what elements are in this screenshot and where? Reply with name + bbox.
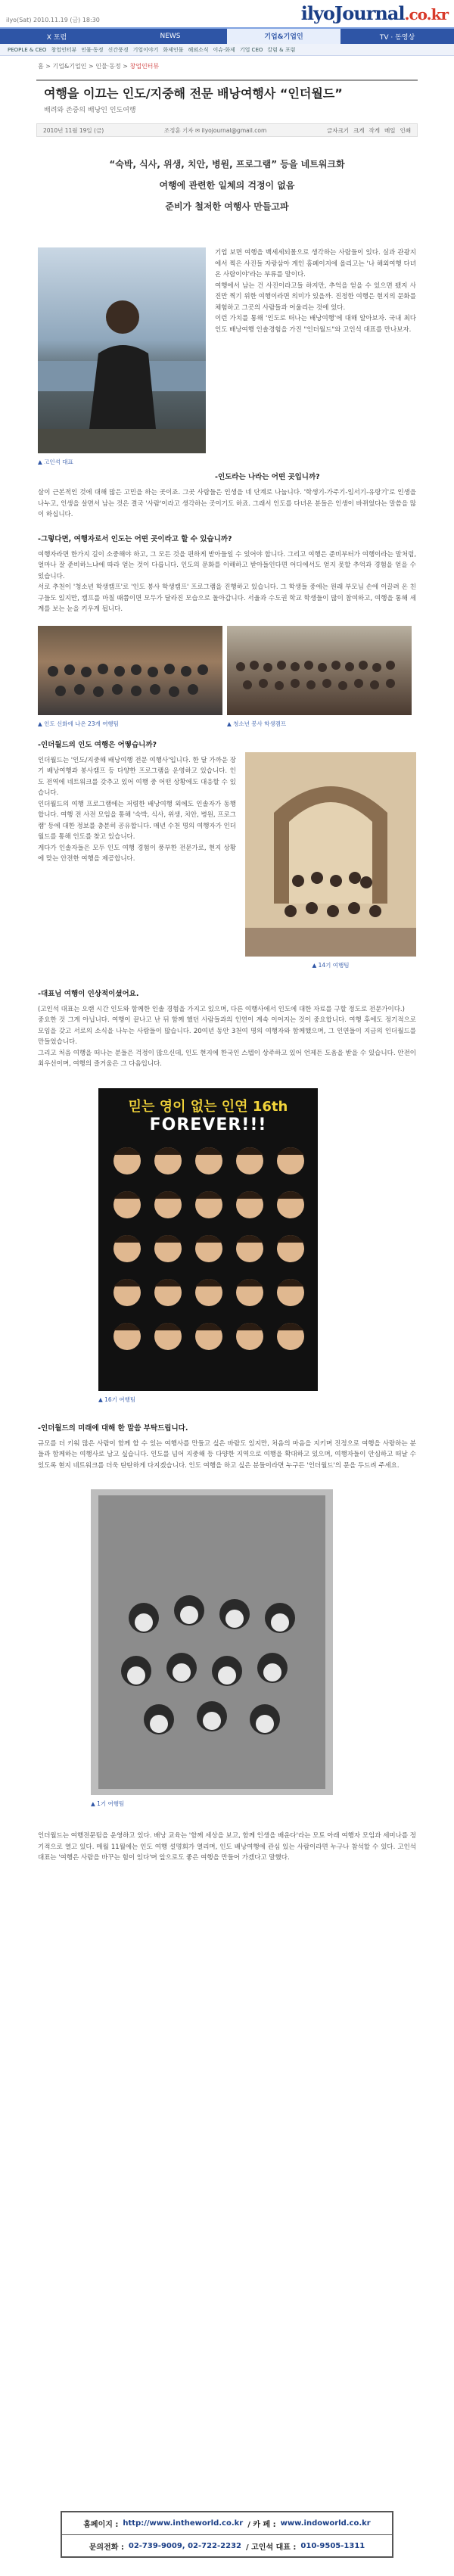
article-date: 2010년 11월 19일 (금) bbox=[43, 126, 104, 134]
article-lead bbox=[38, 154, 416, 217]
photo5-caption: ▲ 16기 여행팀 bbox=[98, 1395, 136, 1403]
subnav-item[interactable]: PEOPLE & CEO bbox=[8, 46, 47, 53]
contact-box bbox=[61, 2511, 393, 2558]
contact-web-row bbox=[62, 2512, 392, 2534]
photo4-block bbox=[245, 752, 416, 969]
sub-headline: 배려와 존중의 배낭인 인도여행 bbox=[44, 107, 136, 114]
question-3: -인더월드의 인도 여행은 어떻습니까? bbox=[38, 740, 157, 749]
logo-suffix: .co.kr bbox=[404, 5, 448, 23]
mobile-label: / 고인석 대표 : bbox=[246, 2543, 297, 2552]
question-1: -인도라는 나라는 어떤 곳입니까? bbox=[215, 473, 320, 481]
crowd-figures-icon bbox=[227, 626, 412, 715]
closing-paragraph: 인더월드는 여행전문팀을 운영하고 있다. 배낭 교육는 '함께 세상을 보고, 함께 인생을 배운다'라는 모토 아래 여행자 모임과 세미나를 정기적으로 열고 있다. 매월 11월에는 인도 여행 설명회가 열리며, 인도 배낭여행에 관심 있는 사람이라면 누구나 참석할 수 있다. 고인석 대표는 '여행은 사람을 바꾸는 힘이 있다'며 앞으로도 좋은 여행을 만들어 가겠다고 말했다. bbox=[38, 1832, 416, 1862]
phone-label: 문의전화 : bbox=[89, 2543, 124, 2552]
photo1-block bbox=[38, 247, 206, 466]
logo-main: ilyoJournal bbox=[300, 2, 405, 24]
breadcrumb-category[interactable]: 인물·동정 bbox=[95, 63, 121, 70]
email-button[interactable]: 메일 bbox=[384, 126, 396, 134]
intro-section bbox=[38, 247, 416, 466]
site-logo[interactable] bbox=[301, 2, 448, 24]
page-title: 여행을 이끄는 인도/지중해 전문 배낭여행사 “인더월드” bbox=[44, 86, 343, 101]
answer-2: 여행자라면 한가지 길이 소중해야 하고, 그 모든 것을 편하게 받아들일 수 있어야 합니다. 그리고 여행은 준비부터가 여행이라는 말처럼, 얼마나 잘 준비하느냐에 따라 얻는 것이 다릅니다. 인도의 문화를 이해하고 받아들인다면 어디에서도 얻지 못할 추억과 경험을 얻을 수 있습니다. 서로 추천이 '청소년 학생캠프'로 '인도 봉사 학생캠프' 프로그램을 진행하고 있습니다. 그 학생들 중에는 원래 부모님 손에 이끌려 온 친구들도 있지만, 캠프를 마칠 때쯤이면 모두가 달라진 모습으로 돌아갑니다. 서울과 수도권 학교 학생들이 많이 참여하고, 여행을 통해 세계를 보는 눈을 키우게 됩니다. bbox=[38, 550, 416, 613]
poster-title: 믿는 영이 없는 인연 16th bbox=[128, 1098, 288, 1115]
breadcrumb: 홈 > 기업&기업인 > 인물·동정 > 창업인터뷰 bbox=[38, 63, 160, 70]
poster-header bbox=[98, 1088, 318, 1134]
subnav-item[interactable]: 기업이야기 bbox=[132, 46, 159, 53]
photo2-block bbox=[38, 626, 222, 728]
subnav-item[interactable]: 인물·동정 bbox=[81, 46, 104, 53]
photo2-caption: ▲ 인도 신화에 나온 23개 여행팀 bbox=[38, 720, 119, 727]
team-1-photo bbox=[91, 1489, 333, 1795]
font-larger-button[interactable]: 크게 bbox=[353, 126, 365, 134]
print-button[interactable]: 인쇄 bbox=[400, 126, 411, 134]
nav-item-tv[interactable]: TV · 동영상 bbox=[379, 33, 415, 42]
cafe-link[interactable]: www.indoworld.co.kr bbox=[280, 2519, 371, 2528]
article-author: 조정훈 기자 ✉ ilyojournal@gmail.com bbox=[163, 126, 267, 134]
question-5: -인더월드의 미래에 대해 한 말씀 부탁드립니다. bbox=[38, 1423, 188, 1433]
section-3 bbox=[38, 739, 416, 969]
photo1-caption: ▲ 고인석 대표 bbox=[38, 459, 73, 465]
answer-5: 규모를 더 키워 많은 사람이 함께 할 수 있는 여행사를 만들고 싶은 바람도 있지만, 처음의 마음을 지키며 진정으로 여행을 사랑하는 분들과 함께하는 여행사로 남고 싶습니다. 인도를 넘어 지중해 등 다양한 지역으로 여행을 확대하고 있으며, 여행자들이 안심하고 떠날 수 있도록 현지 네트워크를 더욱 탄탄하게 다지겠습니다. 인도 여행을 하고 싶은 분들이라면 누구든 '인더월드'의 문을 두드려 주세요. bbox=[38, 1439, 416, 1470]
photo6-block bbox=[91, 1489, 333, 1808]
group-photo-2 bbox=[227, 626, 412, 715]
ceo-figure-icon bbox=[38, 247, 206, 453]
question-4: -대표님 여행이 인상적이셨어요. bbox=[38, 989, 139, 998]
top-bar bbox=[0, 0, 454, 27]
homepage-label: 홈페이지 : bbox=[83, 2521, 119, 2529]
nav-item-forum[interactable]: X 포럼 bbox=[46, 33, 67, 42]
subnav-item[interactable]: 창업인터뷰 bbox=[51, 46, 77, 53]
nav-item-business[interactable]: 기업&기업인 bbox=[227, 29, 340, 44]
question-2: -그렇다면, 여행자로서 인도는 어떤 곳이라고 할 수 있습니까? bbox=[38, 534, 232, 543]
poster-subtitle: FOREVER!!! bbox=[149, 1115, 267, 1134]
subnav-item[interactable]: 해외소식 bbox=[188, 46, 209, 53]
photo6-caption: ▲ 1기 여행팀 bbox=[91, 1800, 125, 1807]
team-14-photo bbox=[245, 752, 416, 957]
answer-1: 살이 근본적인 것에 대해 많은 고민을 하는 곳이죠. 그곳 사람들은 인생을 네 단계로 나눕니다. '학생기-가주기-임서기-유랑기'로 인생을 나누고, 인생을 살면서 남는 것은 결국 '사람'이라고 생각하는 곳이기도 하죠. 그래서 인도를 다녀온 분들은 인생이 바뀌었다는 말씀을 많이 하십니다. bbox=[38, 489, 416, 518]
article-body bbox=[38, 154, 416, 1864]
subnav-item[interactable]: 신간풍경 bbox=[107, 46, 129, 53]
font-size-label: 글자크기 bbox=[327, 126, 349, 134]
bw-group-figures-icon bbox=[91, 1489, 333, 1795]
cafe-label: / 카 페 : bbox=[247, 2521, 276, 2529]
breadcrumb-section[interactable]: 기업&기업인 bbox=[52, 63, 87, 70]
photo3-block bbox=[227, 626, 412, 728]
subnav-item[interactable]: 칼럼 & 포럼 bbox=[267, 46, 296, 53]
breadcrumb-current[interactable]: 창업인터뷰 bbox=[129, 63, 160, 70]
article-meta bbox=[36, 123, 418, 137]
nav-item-news[interactable]: NEWS bbox=[160, 33, 181, 40]
palace-arch-icon bbox=[245, 752, 416, 957]
article-title-box bbox=[36, 79, 418, 120]
photo3-caption: ▲ 청소년 봉사 학생캠프 bbox=[227, 720, 287, 727]
lead-line: “숙박, 식사, 위생, 치안, 병원, 프로그램” 등을 네트워크화 bbox=[109, 159, 345, 170]
team-16-poster bbox=[98, 1088, 318, 1391]
photo4-caption: ▲ 14기 여행팀 bbox=[312, 961, 350, 969]
section-3-text bbox=[38, 739, 236, 969]
ceo-photo bbox=[38, 247, 206, 453]
main-nav bbox=[0, 27, 454, 44]
contact-phone-row bbox=[62, 2534, 392, 2556]
group-figures-icon bbox=[38, 626, 222, 715]
subnav-item[interactable]: 화제인물 bbox=[163, 46, 184, 53]
answer-3: 인더월드는 '인도/지중해 배낭여행 전문 여행사'입니다. 한 달 가까운 장기 배낭여행과 봉사캠프 등 다양한 프로그램을 운영하고 있습니다. 인도 전역에 네트워크를 갖추고 있어 여행 중 어떤 상황에도 대응할 수 있습니다. 인더월드의 여행 프로그램에는 저렴한 배낭여행 외에도 인솔자가 동행합니다. 여행 전 사전 모임을 통해 '숙박, 식사, 위생, 치안, 병원, 프로그램' 등에 대한 정보를 충분히 공유합니다. 매년 수천 명의 여행자가 인더월드를 통해 인도를 찾고 있습니다. 게다가 인솔자들은 모두 인도 여행 경험이 풍부한 전문가로, 현지 상황에 맞는 안전한 여행을 제공합니다. bbox=[38, 756, 236, 863]
sub-nav bbox=[0, 44, 454, 56]
phone-number: 02-739-9009, 02-722-2232 bbox=[128, 2541, 241, 2550]
portrait-grid-icon bbox=[98, 1140, 318, 1389]
homepage-link[interactable]: http://www.intheworld.co.kr bbox=[123, 2519, 244, 2528]
subnav-item[interactable]: 이슈·화제 bbox=[213, 46, 235, 53]
breadcrumb-home[interactable]: 홈 bbox=[38, 63, 44, 70]
subnav-item[interactable]: 기업 CEO bbox=[239, 46, 263, 53]
lead-line: 여행에 관련한 일체의 걱정이 없음 bbox=[159, 180, 295, 191]
mobile-number: 010-9505-1311 bbox=[300, 2541, 365, 2550]
photo-row-1 bbox=[38, 626, 416, 728]
header-date: ilyo(Sat) 2010.11.19 (금) 18:30 bbox=[6, 17, 100, 23]
intro-text: 기업 보면 여행을 백세세되몰으로 생각하는 사람들이 있다. 실과 관광지에서 찍은 사진들 자랑삼아 게인 홈페이지에 올리고는 '나 해외여행 다녀온 사람이야'라는 부류를 말이다. 여행에서 남는 건 사진이라고들 하지만, 추억을 얻을 수 있으면 됐지 사진만 찍기 위한 여행이라면 의미가 있을까. 진정한 여행은 현지의 문화를 체험하고 그곳의 사람들과 어울리는 것에 있다. 이런 가치를 통해 '인도로 떠나는 배낭여행'에 대해 알아보자. 국내 최다 인도 배낭여행 인솔경험을 가진 "인더월드"와 고인석 대표를 만나보자. bbox=[215, 249, 416, 334]
article-actions bbox=[327, 126, 411, 135]
answer-4: (고인석 대표는 오랜 시간 인도와 함께한 인솔 경험을 가지고 있으며, 다른 여행사에서 인도에 대한 자료를 구할 정도로 전문가이다.) 중요한 것 그게 아닙니다. 여행이 끝나고 난 뒤 함께 했던 사람들과의 인연이 계속 이어지는 것이 중요합니다. 여행 후에도 정기적으로 모임을 갖고 서로의 소식을 나누는 사람들이 많습니다. 20여년 동안 3천여 명의 여행자와 함께했으며, 그 인연들이 지금의 인더월드를 만들었습니다. 그리고 처음 여행을 떠나는 분들은 걱정이 많으신데, 인도 현지에 한국인 스텝이 상주하고 있어 언제든 도움을 받을 수 있습니다. 안전이 최우선이며, 여행의 즐거움은 그 다음입니다. bbox=[38, 1005, 416, 1068]
photo5-block bbox=[98, 1088, 318, 1404]
font-smaller-button[interactable]: 작게 bbox=[368, 126, 380, 134]
lead-line: 준비가 철저한 여행사 만들고파 bbox=[165, 201, 289, 212]
group-photo-1 bbox=[38, 626, 222, 715]
